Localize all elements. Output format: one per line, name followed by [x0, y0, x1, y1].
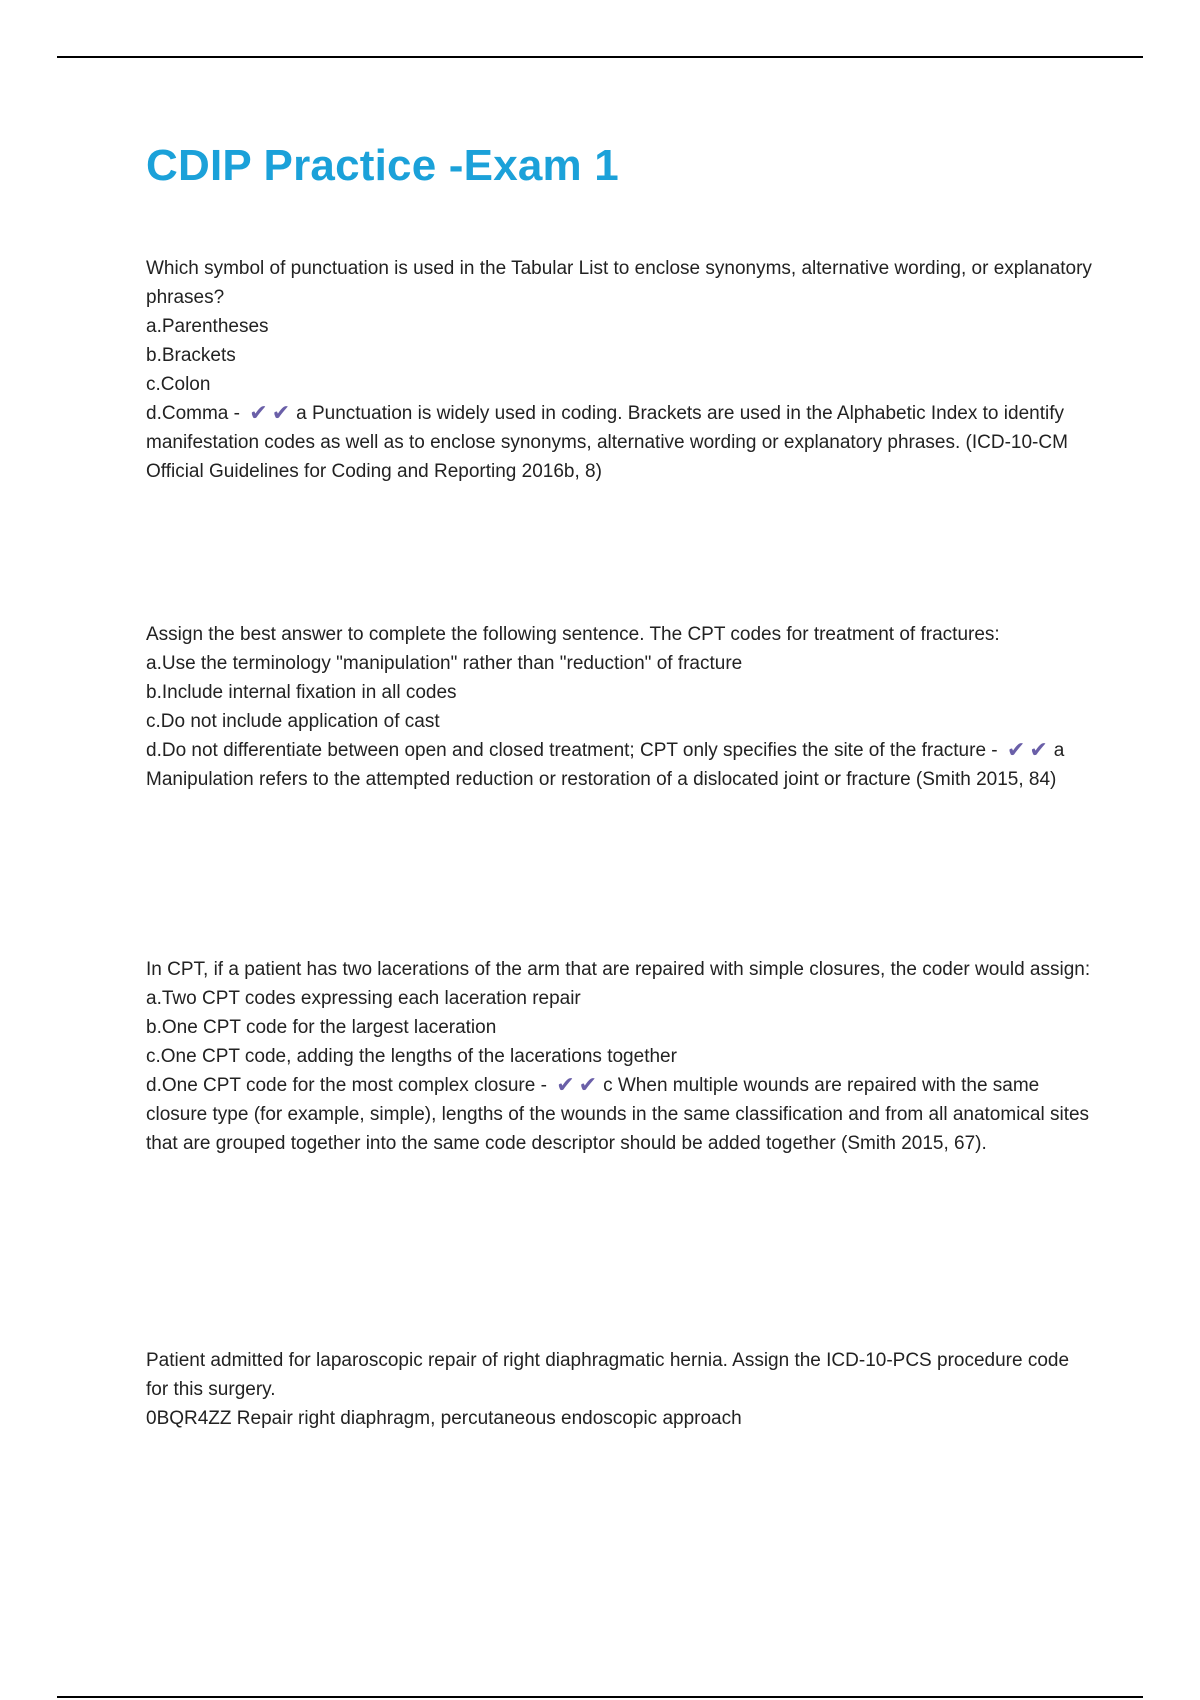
- checkmark-icon: ✔: [1006, 737, 1026, 762]
- question-4: [146, 1346, 1096, 1433]
- question-1-option-b: b.Brackets: [146, 345, 236, 366]
- question-3-option-d: d.One CPT code for the most complex closure -: [146, 1075, 547, 1096]
- checkmark-icon: ✔: [271, 400, 291, 425]
- question-1: [146, 254, 1096, 486]
- question-1-option-d: d.Comma -: [146, 403, 240, 424]
- answer-checkmarks: [554, 1071, 599, 1100]
- question-2-option-c: c.Do not include application of cast: [146, 711, 440, 732]
- question-3: [146, 955, 1096, 1158]
- question-1-stem: Which symbol of punctuation is used in the Tabular List to enclose synonyms, alternative wording, or explanatory phrases?: [146, 258, 1092, 308]
- question-2-option-d: d.Do not differentiate between open and closed treatment; CPT only specifies the site of the fracture -: [146, 740, 998, 761]
- question-1-option-a: a.Parentheses: [146, 316, 269, 337]
- question-4-stem: Patient admitted for laparoscopic repair of right diaphragmatic hernia. Assign the ICD-10-PCS procedure code for this surgery.: [146, 1350, 1070, 1400]
- document-page: [146, 140, 1096, 1429]
- bottom-rule: [57, 1696, 1143, 1698]
- question-2-stem: Assign the best answer to complete the following sentence. The CPT codes for treatment of fractures:: [146, 624, 1000, 645]
- top-rule: [57, 56, 1143, 58]
- question-2-option-b: b.Include internal fixation in all codes: [146, 682, 457, 703]
- checkmark-icon: ✔: [249, 400, 268, 425]
- checkmark-icon: ✔: [556, 1072, 575, 1097]
- checkmark-icon: ✔: [578, 1072, 598, 1097]
- question-1-option-d-with-answer: [146, 399, 1096, 486]
- answer-checkmarks: [1005, 736, 1050, 765]
- question-4-answer: 0BQR4ZZ Repair right diaphragm, percutaneous endoscopic approach: [146, 1408, 742, 1429]
- question-2-option-d-with-answer: [146, 736, 1096, 794]
- question-3-option-d-with-answer: [146, 1071, 1096, 1158]
- question-3-option-b: b.One CPT code for the largest laceration: [146, 1017, 497, 1038]
- question-2-option-a: a.Use the terminology "manipulation" rather than "reduction" of fracture: [146, 653, 743, 674]
- question-2-answer: a Manipulation refers to the attempted reduction or restoration of a dislocated joint or fracture (Smith 2015, 84): [146, 740, 1065, 790]
- answer-checkmarks: [247, 399, 292, 428]
- question-3-answer: c When multiple wounds are repaired with the same closure type (for example, simple), lengths of the wounds in the same classification and from all anatomical sites that are grouped together into the same code descriptor should be added together (Smith 2015, 67).: [146, 1075, 1090, 1154]
- question-3-stem: In CPT, if a patient has two lacerations of the arm that are repaired with simple closures, the coder would assign:: [146, 959, 1091, 980]
- checkmark-icon: ✔: [1029, 737, 1048, 762]
- question-1-option-c: c.Colon: [146, 374, 211, 395]
- question-3-option-a: a.Two CPT codes expressing each laceration repair: [146, 988, 581, 1009]
- page-title: CDIP Practice -Exam 1: [146, 141, 619, 190]
- question-2: [146, 620, 1096, 794]
- question-3-option-c: c.One CPT code, adding the lengths of the lacerations together: [146, 1046, 677, 1067]
- question-1-answer: a Punctuation is widely used in coding. Brackets are used in the Alphabetic Index to identify manifestation codes as well as to enclose synonyms, alternative wording or explanatory phrases. (ICD-10-CM Official Guidelines for Coding and Reporting 2016b, 8): [146, 403, 1068, 482]
